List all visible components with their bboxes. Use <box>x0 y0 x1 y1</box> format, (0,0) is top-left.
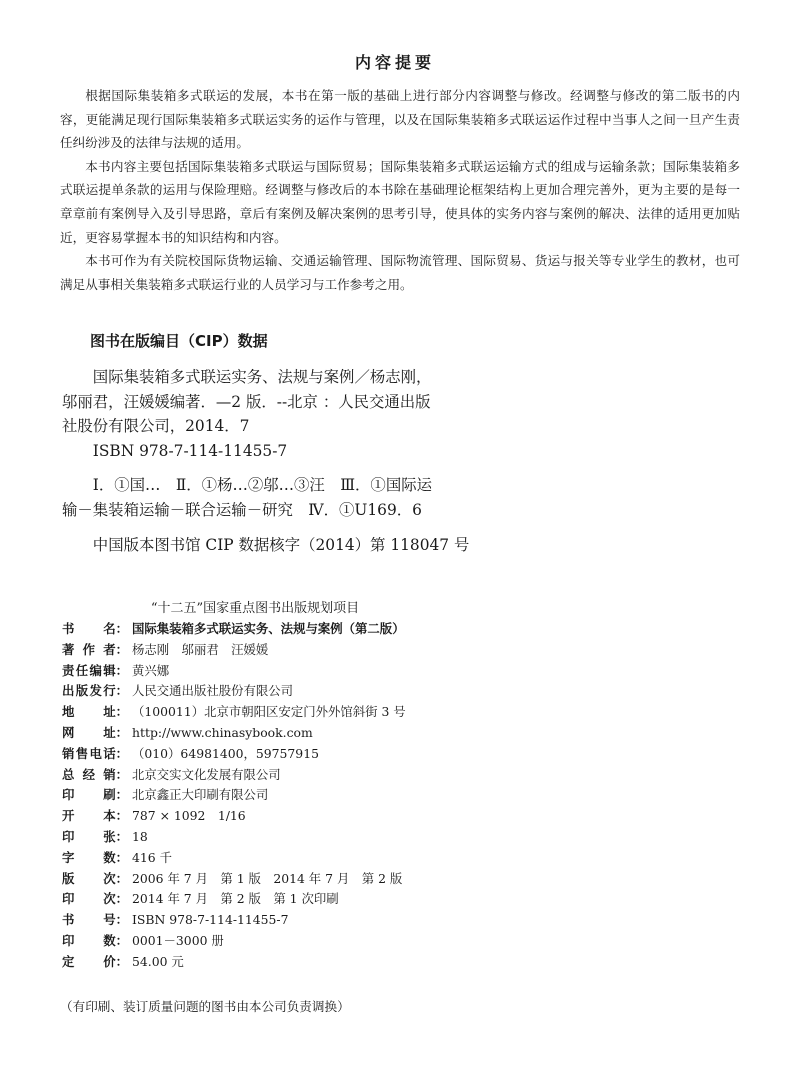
cip-line-3: 社股份有限公司，2014．7 <box>62 417 250 436</box>
info-label: 书 名 ： <box>62 621 128 636</box>
info-label: 出 版 发 行 ： <box>62 683 128 699</box>
replacement-note: （有印刷、装订质量问题的图书由本公司负责调换） <box>60 999 350 1014</box>
info-value: （100011）北京市朝阳区安定门外外馆斜街 3 号 <box>132 704 406 720</box>
info-value: 2014 年 7 月 第 2 版 第 1 次印刷 <box>132 891 339 907</box>
info-row <box>62 785 482 806</box>
info-value: 54.00 元 <box>132 953 184 969</box>
info-label: 印 次 ： <box>62 891 128 907</box>
info-value: （010）64981400，59757915 <box>132 745 319 761</box>
info-label: 书 号 ： <box>62 912 128 928</box>
info-label: 网 址 ： <box>62 724 128 740</box>
summary-paragraph-1: 根据国际集装箱多式联运的发展，本书在第一版的基础上进行部分内容调整与修改。经调整与修改的第二版书的内容，更能满足现行国际集装箱多式联运实务的运作与管理，以及在国际集装箱多式联运运作过程中当事人之间一旦产生责任纠纷涉及的法律与法规的适用。 <box>60 88 740 151</box>
info-label: 定 价 ： <box>62 953 128 969</box>
info-value: 国际集装箱多式联运实务、法规与案例（第二版） <box>132 621 405 636</box>
info-value: 北京鑫正大印刷有限公司 <box>132 787 269 803</box>
cip-class-line-1: Ⅰ．①国… Ⅱ．①杨…②邬…③汪 Ⅲ．①国际运 <box>92 476 432 495</box>
info-value: 18 <box>132 828 148 844</box>
info-label: 著 作 者 ： <box>62 641 128 657</box>
info-label: 总 经 销 ： <box>62 766 128 782</box>
info-label: 印 刷 ： <box>62 787 128 803</box>
info-label: 字 数 ： <box>62 849 128 865</box>
info-row <box>62 806 482 827</box>
project-line: “十二五”国家重点图书出版规划项目 <box>150 601 360 616</box>
info-label: 销 售 电 话 ： <box>62 745 128 761</box>
info-value: 787 × 1092 1/16 <box>132 808 246 824</box>
info-row <box>62 910 482 931</box>
info-value: ISBN 978-7-114-11455-7 <box>132 912 289 928</box>
cip-line-1: 国际集装箱多式联运实务、法规与案例／杨志刚， <box>92 368 432 386</box>
info-row <box>62 702 482 723</box>
info-row <box>62 640 482 661</box>
info-row <box>62 744 482 765</box>
info-row <box>62 952 482 973</box>
info-value: 416 千 <box>132 849 172 865</box>
info-row <box>62 765 482 786</box>
info-value: 0001－3000 册 <box>132 932 224 948</box>
summary-title: 内容提要 <box>354 53 435 72</box>
summary-paragraph-3: 本书可作为有关院校国际货物运输、交通运输管理、国际物流管理、国际贸易、货运与报关等专业学生的教材，也可满足从事相关集装箱多式联运行业的人员学习与工作参考之用。 <box>60 253 740 292</box>
info-row <box>62 931 482 952</box>
info-label: 地 址 ： <box>62 704 128 720</box>
info-value: 黄兴娜 <box>132 662 170 678</box>
info-value: 2006 年 7 月 第 1 版 2014 年 7 月 第 2 版 <box>132 870 403 886</box>
cip-heading: 图书在版编目（CIP）数据 <box>90 332 268 350</box>
cip-number: 中国版本图书馆 CIP 数据核字（2014）第 118047 号 <box>92 535 470 554</box>
info-row <box>62 827 482 848</box>
info-label: 印 数 ： <box>62 932 128 948</box>
cip-class-line-2: 输－集装箱运输－联合运输－研究 Ⅳ．①U169．6 <box>62 500 422 519</box>
info-row <box>62 848 482 869</box>
summary-paragraph-2: 本书内容主要包括国际集装箱多式联运与国际贸易；国际集装箱多式联运运输方式的组成与运输条款；国际集装箱多式联运提单条款的运用与保险理赔。经调整与修改后的本书除在基础理论框架结构上更加合理完善外，更为主要的是每一章章前有案例导入及引导思路，章后有案例及解决案例的思考引导，使具体的实务内容与案例的解决、法律的适用更加贴近，更容易掌握本书的知识结构和内容。 <box>60 158 740 245</box>
info-label: 版 次 ： <box>62 870 128 886</box>
info-label: 印 张 ： <box>62 828 128 844</box>
publication-info <box>62 619 482 973</box>
info-value: 杨志刚 邬丽君 汪媛媛 <box>132 641 269 657</box>
info-row <box>62 681 482 702</box>
info-row <box>62 619 482 640</box>
cip-block <box>62 365 482 557</box>
info-row <box>62 869 482 890</box>
info-value: 人民交通出版社股份有限公司 <box>132 683 294 699</box>
info-row <box>62 661 482 682</box>
cip-line-2: 邬丽君，汪媛媛编著．—2 版．--北京 ：人民交通出版 <box>62 392 431 411</box>
info-label: 责 任 编 辑 ： <box>62 662 128 678</box>
summary-body <box>60 84 740 296</box>
info-row <box>62 889 482 910</box>
info-row <box>62 723 482 744</box>
info-label: 开 本 ： <box>62 808 128 824</box>
info-value: http://www.chinasybook.com <box>132 724 313 740</box>
info-value: 北京交实文化发展有限公司 <box>132 766 281 782</box>
cip-isbn: ISBN 978-7-114-11455-7 <box>92 441 288 460</box>
